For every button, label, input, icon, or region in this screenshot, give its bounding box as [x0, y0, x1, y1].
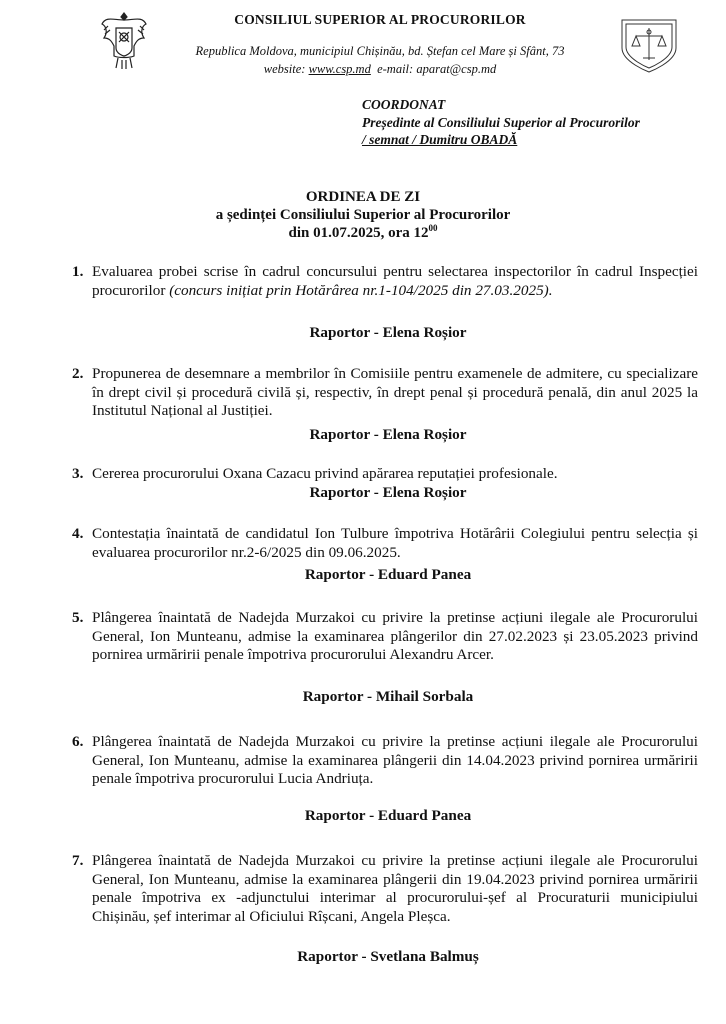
item-raportor: Raportor - Mihail Sorbala — [302, 688, 474, 705]
item-raportor: Raportor - Elena Roșior — [309, 426, 467, 443]
csp-emblem-icon — [620, 14, 678, 74]
agenda-item-5 — [72, 609, 698, 665]
item-number: 1. — [72, 263, 84, 280]
agenda-item-3 — [72, 465, 698, 484]
item-raportor: Raportor - Eduard Panea — [304, 807, 472, 824]
item-text: Cererea procurorului Oxana Cazacu privind apărarea reputației profesionale. — [92, 465, 558, 482]
agenda-subtitle: a ședinței Consiliului Superior al Procurorilor — [215, 207, 511, 223]
item-raportor: Raportor - Eduard Panea — [304, 566, 472, 583]
agenda-item-4 — [72, 525, 698, 562]
item-number: 4. — [72, 525, 84, 542]
item-text: Plângerea înaintată de Nadejda Murzakoi cu privire la pretinse acțiuni ilegale ale Procurorului General, Ion Munteanu, admise la examinarea plângerii din 14.04.2023 privind pornirea urmăririi penale împotriva procurorului Lucia Andriuța. — [92, 733, 698, 788]
email-link[interactable]: aparat@csp.md — [416, 62, 497, 76]
item-number: 6. — [72, 733, 84, 750]
item-text: Plângerea înaintată de Nadejda Murzakoi cu privire la pretinse acțiuni ilegale ale Procurorului General, Ion Munteanu, admise la examinarea plângerii din 19.04.2023 privind pornirea urmăririi penale împotriva ex -adjunctului interimar al procurorului-șef al Procuraturii municipiului Chișinău, șef interimar al Oficiului Rîșcani, Angela Pleșca. — [92, 852, 698, 925]
agenda-title: ORDINEA DE ZI — [305, 189, 421, 205]
approval-label: COORDONAT — [362, 97, 446, 112]
item-number: 7. — [72, 852, 84, 869]
website-link[interactable]: www.csp.md — [308, 62, 371, 76]
item-text: Plângerea înaintată de Nadejda Murzakoi cu privire la pretinse acțiuni ilegale ale Procurorului General, Ion Munteanu, admise la examinarea plângerilor din 27.02.2023 și 23.05.2023 privind pornirea urmăririi penale împotriva procurorului Alexandru Arcer. — [92, 609, 698, 664]
agenda-date-text: din 01.07.2025, ora 12 — [288, 225, 429, 241]
item-raportor: Raportor - Elena Roșior — [309, 484, 467, 501]
item-raportor: Raportor - Elena Roșior — [309, 324, 467, 341]
contact-line — [150, 62, 610, 77]
item-text-italic: (concurs inițiat prin Hotărârea nr.1-104/2025 din 27.03.2025). — [169, 281, 553, 299]
item-text: Contestația înaintată de candidatul Ion Tulbure împotriva Hotărârii Colegiului pentru selecția și evaluarea procurorilor nr.2-6/2025 din 09.06.2025. — [92, 525, 698, 561]
approval-role: Președinte al Consiliului Superior al Procurorilor — [362, 115, 640, 130]
agenda-item-2 — [72, 365, 698, 421]
agenda-time-minutes: 00 — [428, 223, 438, 233]
agenda-item-7 — [72, 852, 698, 926]
website-label: website: — [263, 62, 306, 76]
item-raportor: Raportor - Svetlana Balmuș — [297, 948, 479, 965]
approval-signature: / semnat / Dumitru OBADĂ — [362, 132, 518, 147]
agenda-date — [0, 225, 726, 242]
item-text: Propunerea de desemnare a membrilor în Comisiile pentru examenele de admitere, cu specializare în drept civil și procedură civilă și, respectiv, în drept penal și procedură penală, din anul 2025 la Institutul Național al Justiției. — [92, 365, 698, 420]
item-number: 2. — [72, 365, 84, 382]
email-label: e-mail: — [377, 62, 414, 76]
institution-name: CONSILIUL SUPERIOR AL PROCURORILOR — [234, 12, 526, 27]
item-text: Evaluarea probei scrise în cadrul concursului pentru selectarea inspectorilor în cadrul Inspecției procurorilor — [92, 263, 698, 299]
item-number: 3. — [72, 465, 84, 482]
agenda-item-1 — [72, 263, 698, 300]
agenda-item-6 — [72, 733, 698, 789]
item-number: 5. — [72, 609, 84, 626]
institution-address: Republica Moldova, municipiul Chișinău, bd. Ștefan cel Mare și Sfânt, 73 — [195, 44, 565, 58]
moldova-coat-of-arms-icon — [100, 10, 148, 72]
